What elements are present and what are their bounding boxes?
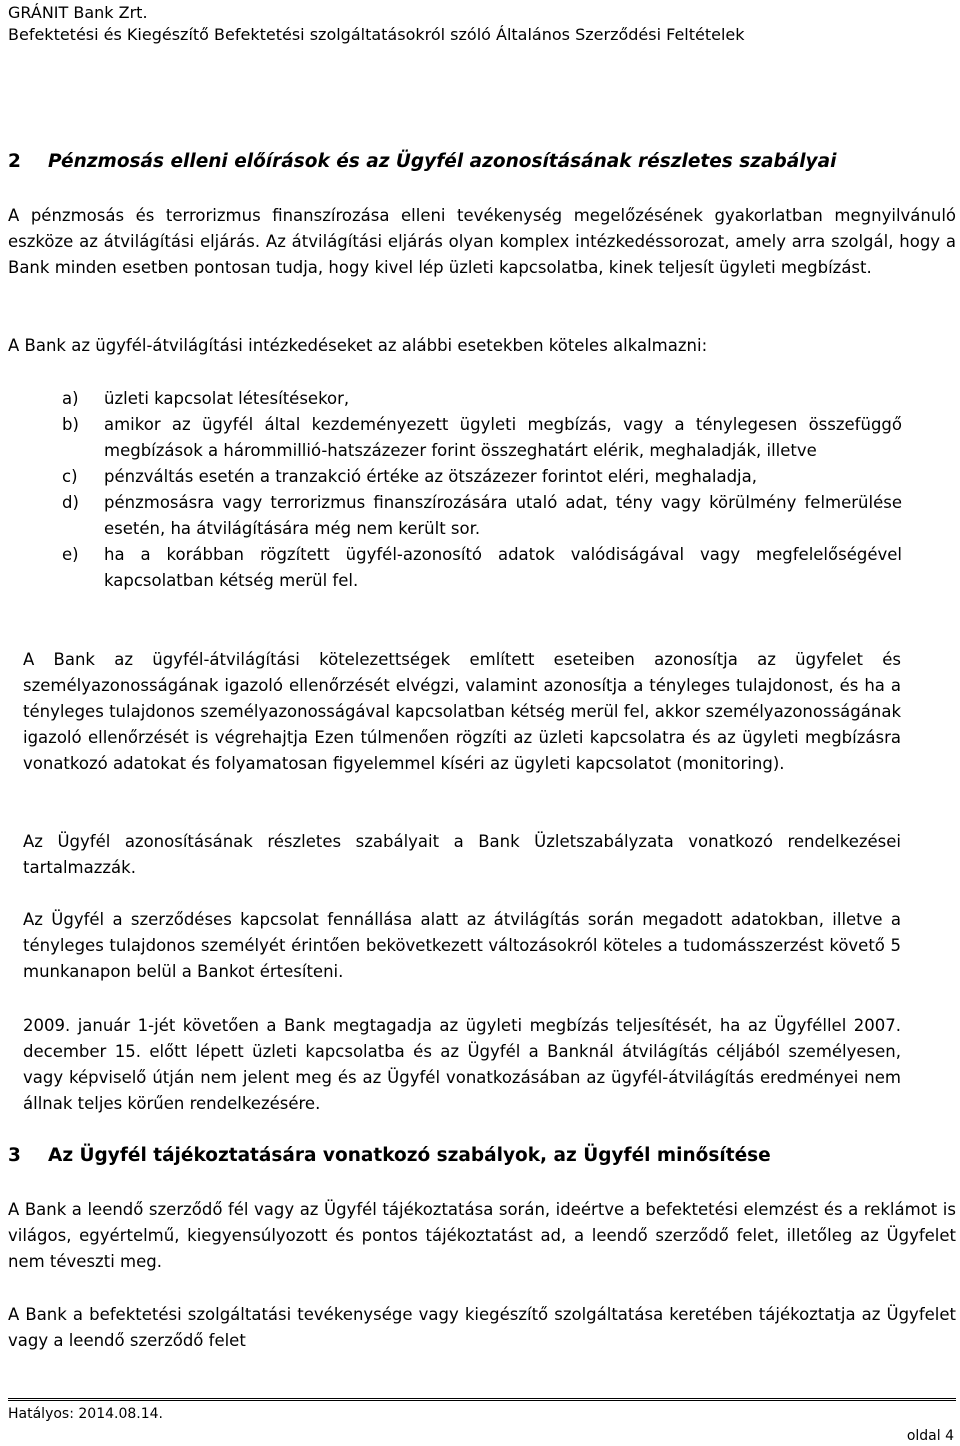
footer-divider bbox=[8, 1398, 956, 1401]
section-2-title: Pénzmosás elleni előírások és az Ügyfél azonosításának részletes szabályai bbox=[48, 151, 837, 172]
footer-page-number: oldal 4 bbox=[906, 1428, 954, 1444]
list-marker: a) bbox=[62, 389, 79, 408]
list-item bbox=[62, 464, 902, 490]
list-marker: d) bbox=[62, 493, 79, 512]
section-2-number: 2 bbox=[8, 151, 21, 172]
section-2-heading bbox=[8, 150, 836, 174]
section-2-paragraph-5: Az Ügyfél a szerződéses kapcsolat fennállása alatt az átvilágítás során megadott adatokban, illetve a tényleges tulajdonos személyét érintően bekövetkezett változásokról köteles a tudomásszerzést követő 5 munkanapon belül a Bankot értesíteni. bbox=[23, 910, 901, 981]
list-item bbox=[62, 490, 902, 542]
section-2-paragraph-1: A pénzmosás és terrorizmus finanszírozása elleni tevékenység megelőzésének gyakorlatban megnyilvánuló eszköze az átvilágítási eljárás. Az átvilágítási eljárás olyan komplex intézkedéssorozat, amely arra szolgál, hogy a Bank minden esetben pontosan tudja, hogy kivel lép üzleti kapcsolatba, kinek teljesít ügyleti megbízást. bbox=[8, 206, 956, 277]
list-item bbox=[62, 542, 902, 594]
list-item-text: ha a korábban rögzített ügyfél-azonosító adatok valódiságával vagy megfelelőségével kapcsolatban kétség merül fel. bbox=[104, 545, 902, 590]
list-marker: e) bbox=[62, 545, 79, 564]
section-3-paragraph-1: A Bank a leendő szerződő fél vagy az Ügyfél tájékoztatása során, ideértve a befektetési elemzést és a reklámot is világos, egyértelmű, kiegyensúlyozott és pontos tájékoztatást ad, a leendő szerződő felet, illetőleg az Ügyfelet nem téveszti meg. bbox=[8, 1200, 956, 1271]
section-2-paragraph-4: Az Ügyfél azonosításának részletes szabályait a Bank Üzletszabályzata vonatkozó rendelkezései tartalmazzák. bbox=[23, 832, 901, 877]
section-3-title: Az Ügyfél tájékoztatására vonatkozó szabályok, az Ügyfél minősítése bbox=[48, 1145, 771, 1166]
section-3-heading bbox=[8, 1144, 771, 1168]
section-3-paragraph-2: A Bank a befektetési szolgáltatási tevékenysége vagy kiegészítő szolgáltatása keretében tájékoztatja az Ügyfelet vagy a leendő szerződő felet bbox=[8, 1305, 956, 1350]
footer-effective-date: Hatályos: 2014.08.14. bbox=[8, 1406, 163, 1422]
header-document-title: Befektetési és Kiegészítő Befektetési szolgáltatásokról szóló Általános Szerződési Feltételek bbox=[8, 25, 745, 44]
list-item bbox=[62, 386, 902, 412]
section-2-paragraph-3: A Bank az ügyfél-átvilágítási kötelezettségek említett eseteiben azonosítja az ügyfelet és személyazonosságának igazoló ellenőrzését elvégzi, valamint azonosítja a tényleges tulajdonost, és ha a tényleges tulajdonos személyazonosságával kapcsolatban kétség merül fel, akkor személyazonosságának igazoló ellenőrzését is végrehajtja Ezen túlmenően rögzíti az üzleti kapcsolatra és az ügyleti megbízásra vonatkozó adatokat és folyamatosan figyelemmel kíséri az ügyleti kapcsolatot (monitoring). bbox=[23, 650, 901, 773]
section-3-number: 3 bbox=[8, 1145, 21, 1166]
section-2-paragraph-6: 2009. január 1-jét követően a Bank megtagadja az ügyleti megbízás teljesítését, ha az Ügyféllel 2007. december 15. előtt lépett üzleti kapcsolatba és az Ügyfél a Banknál átvilágítás céljából személyesen, vagy képviselő útján nem jelent meg és az Ügyfél vonatkozásában az ügyfél-átvilágítás eredményei nem állnak teljes körűen rendelkezésére. bbox=[23, 1016, 901, 1113]
list-marker: c) bbox=[62, 467, 78, 486]
list-item-text: üzleti kapcsolat létesítésekor, bbox=[104, 389, 350, 408]
due-diligence-cases-list bbox=[62, 386, 902, 594]
list-item-text: amikor az ügyfél által kezdeményezett ügyleti megbízás, vagy a ténylegesen összefüggő megbízások a hárommillió-hatszázezer forint összeghatárt elérik, meghaladják, illetve bbox=[104, 415, 902, 460]
section-2-paragraph-2: A Bank az ügyfél-átvilágítási intézkedéseket az alábbi esetekben köteles alkalmazni: bbox=[8, 336, 708, 355]
list-item bbox=[62, 412, 902, 464]
list-item-text: pénzváltás esetén a tranzakció értéke az ötszázezer forintot eléri, meghaladja, bbox=[104, 467, 757, 486]
list-item-text: pénzmosásra vagy terrorizmus finanszírozására utaló adat, tény vagy körülmény felmerülése esetén, ha átvilágítására még nem került sor. bbox=[104, 493, 902, 538]
list-marker: b) bbox=[62, 415, 79, 434]
header-company: GRÁNIT Bank Zrt. bbox=[8, 3, 148, 22]
